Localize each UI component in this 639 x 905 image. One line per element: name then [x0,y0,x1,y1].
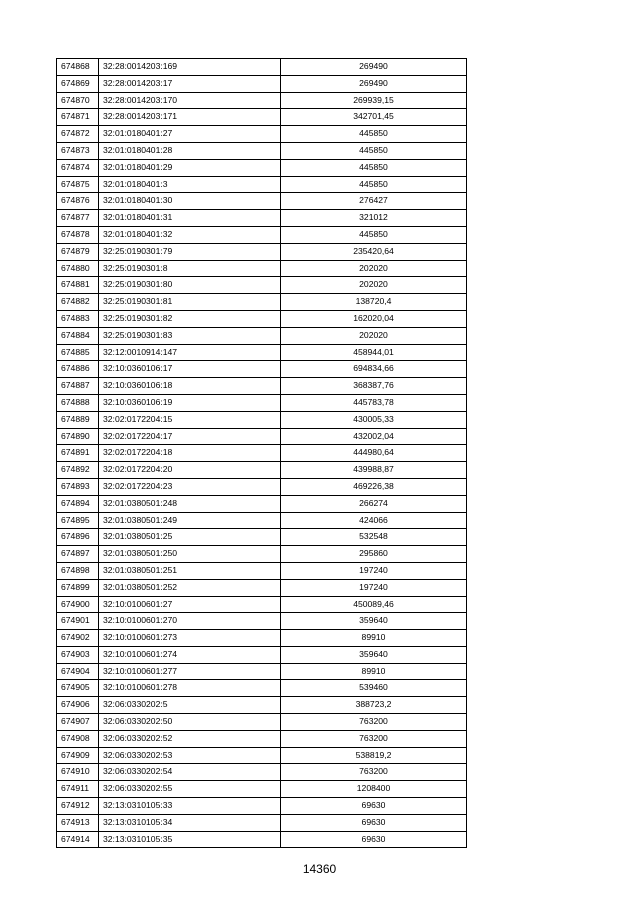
cadastral-number-cell: 32:02:0172204:18 [99,445,281,462]
table-row [57,159,467,176]
cadastral-value-cell: 202020 [281,260,467,277]
table-row [57,344,467,361]
cadastral-value-cell: 342701,45 [281,109,467,126]
cadastral-number-cell: 32:01:0180401:31 [99,210,281,227]
table-row [57,378,467,395]
cadastral-value-cell: 89910 [281,630,467,647]
table-row [57,176,467,193]
table-row [57,294,467,311]
cadastral-value-cell: 276427 [281,193,467,210]
table-row [57,226,467,243]
row-id-cell: 674870 [57,92,99,109]
cadastral-number-cell: 32:01:0180401:28 [99,142,281,159]
cadastral-value-cell: 162020,04 [281,310,467,327]
table-row [57,646,467,663]
row-id-cell: 674891 [57,445,99,462]
row-id-cell: 674902 [57,630,99,647]
table-row [57,142,467,159]
cadastral-value-cell: 763200 [281,730,467,747]
cadastral-value-cell: 197240 [281,562,467,579]
table-row [57,680,467,697]
row-id-cell: 674876 [57,193,99,210]
cadastral-number-cell: 32:02:0172204:17 [99,428,281,445]
cadastral-value-cell: 432002,04 [281,428,467,445]
cadastral-value-cell: 197240 [281,579,467,596]
cadastral-number-cell: 32:06:0330202:53 [99,747,281,764]
table-row [57,75,467,92]
table-row [57,764,467,781]
row-id-cell: 674905 [57,680,99,697]
cadastral-value-cell: 266274 [281,495,467,512]
row-id-cell: 674868 [57,59,99,76]
table-row [57,512,467,529]
row-id-cell: 674890 [57,428,99,445]
cadastral-number-cell: 32:13:0310105:34 [99,814,281,831]
row-id-cell: 674904 [57,663,99,680]
cadastral-value-cell: 424066 [281,512,467,529]
cadastral-value-cell: 694834,66 [281,361,467,378]
table-row [57,310,467,327]
row-id-cell: 674879 [57,243,99,260]
table-row [57,411,467,428]
cadastral-value-cell: 89910 [281,663,467,680]
cadastral-number-cell: 32:01:0380501:25 [99,529,281,546]
table-row [57,394,467,411]
cadastral-number-cell: 32:01:0180401:27 [99,126,281,143]
row-id-cell: 674871 [57,109,99,126]
cadastral-value-cell: 295860 [281,546,467,563]
cadastral-value-cell: 321012 [281,210,467,227]
cadastral-value-cell: 539460 [281,680,467,697]
table-body [57,59,467,848]
cadastral-number-cell: 32:01:0180401:32 [99,226,281,243]
cadastral-value-cell: 439988,87 [281,462,467,479]
cadastral-number-cell: 32:25:0190301:83 [99,327,281,344]
row-id-cell: 674909 [57,747,99,764]
table-row [57,361,467,378]
cadastral-number-cell: 32:10:0100601:27 [99,596,281,613]
cadastral-value-cell: 69630 [281,814,467,831]
cadastral-value-cell: 359640 [281,646,467,663]
table-row [57,445,467,462]
cadastral-number-cell: 32:10:0360106:17 [99,361,281,378]
cadastral-number-cell: 32:28:0014203:169 [99,59,281,76]
cadastral-value-cell: 445783,78 [281,394,467,411]
row-id-cell: 674881 [57,277,99,294]
cadastral-number-cell: 32:13:0310105:33 [99,798,281,815]
cadastral-number-cell: 32:01:0180401:3 [99,176,281,193]
table-row [57,596,467,613]
table-row [57,277,467,294]
table-row [57,210,467,227]
table-row [57,697,467,714]
table-row [57,327,467,344]
row-id-cell: 674884 [57,327,99,344]
table-row [57,798,467,815]
cadastral-number-cell: 32:12:0010914:147 [99,344,281,361]
row-id-cell: 674875 [57,176,99,193]
cadastral-value-cell: 235420,64 [281,243,467,260]
cadastral-number-cell: 32:10:0360106:18 [99,378,281,395]
cadastral-value-cell: 458944,01 [281,344,467,361]
row-id-cell: 674883 [57,310,99,327]
table-row [57,92,467,109]
cadastral-value-cell: 445850 [281,159,467,176]
row-id-cell: 674896 [57,529,99,546]
cadastral-number-cell: 32:10:0100601:277 [99,663,281,680]
table-row [57,630,467,647]
row-id-cell: 674908 [57,730,99,747]
table-row [57,428,467,445]
cadastral-number-cell: 32:25:0190301:82 [99,310,281,327]
cadastral-number-cell: 32:25:0190301:8 [99,260,281,277]
cadastral-number-cell: 32:01:0380501:251 [99,562,281,579]
cadastral-number-cell: 32:01:0180401:29 [99,159,281,176]
row-id-cell: 674885 [57,344,99,361]
cadastral-number-cell: 32:06:0330202:52 [99,730,281,747]
row-id-cell: 674889 [57,411,99,428]
cadastral-value-cell: 1208400 [281,781,467,798]
cadastral-number-cell: 32:10:0100601:274 [99,646,281,663]
row-id-cell: 674914 [57,831,99,848]
table-row [57,193,467,210]
table-row [57,831,467,848]
cadastral-number-cell: 32:25:0190301:81 [99,294,281,311]
cadastral-number-cell: 32:28:0014203:17 [99,75,281,92]
cadastral-number-cell: 32:10:0360106:19 [99,394,281,411]
row-id-cell: 674886 [57,361,99,378]
cadastral-number-cell: 32:25:0190301:79 [99,243,281,260]
cadastral-value-cell: 69630 [281,798,467,815]
cadastral-number-cell: 32:01:0380501:248 [99,495,281,512]
row-id-cell: 674893 [57,478,99,495]
row-id-cell: 674894 [57,495,99,512]
cadastral-value-cell: 538819,2 [281,747,467,764]
row-id-cell: 674897 [57,546,99,563]
row-id-cell: 674913 [57,814,99,831]
row-id-cell: 674887 [57,378,99,395]
cadastral-number-cell: 32:28:0014203:171 [99,109,281,126]
row-id-cell: 674898 [57,562,99,579]
cadastral-value-cell: 445850 [281,176,467,193]
row-id-cell: 674901 [57,613,99,630]
cadastral-value-cell: 138720,4 [281,294,467,311]
table-row [57,562,467,579]
table-row [57,59,467,76]
cadastral-value-cell: 445850 [281,126,467,143]
table-row [57,714,467,731]
cadastral-value-cell: 368387,76 [281,378,467,395]
cadastral-value-cell: 445850 [281,226,467,243]
cadastral-value-cell: 430005,33 [281,411,467,428]
row-id-cell: 674907 [57,714,99,731]
table-row [57,260,467,277]
cadastral-value-cell: 763200 [281,764,467,781]
table-row [57,730,467,747]
table-row [57,663,467,680]
row-id-cell: 674903 [57,646,99,663]
cadastral-number-cell: 32:01:0380501:249 [99,512,281,529]
row-id-cell: 674911 [57,781,99,798]
cadastral-value-cell: 444980,64 [281,445,467,462]
cadastral-value-cell: 450089,46 [281,596,467,613]
table-row [57,109,467,126]
cadastral-value-cell: 269490 [281,59,467,76]
cadastral-value-cell: 269939,15 [281,92,467,109]
table-row [57,243,467,260]
cadastral-number-cell: 32:01:0180401:30 [99,193,281,210]
row-id-cell: 674912 [57,798,99,815]
row-id-cell: 674899 [57,579,99,596]
cadastral-number-cell: 32:06:0330202:5 [99,697,281,714]
cadastral-value-cell: 359640 [281,613,467,630]
table-row [57,747,467,764]
row-id-cell: 674877 [57,210,99,227]
row-id-cell: 674900 [57,596,99,613]
cadastral-value-cell: 532548 [281,529,467,546]
row-id-cell: 674910 [57,764,99,781]
cadastral-number-cell: 32:06:0330202:55 [99,781,281,798]
row-id-cell: 674869 [57,75,99,92]
row-id-cell: 674872 [57,126,99,143]
table-row [57,814,467,831]
cadastral-number-cell: 32:10:0100601:278 [99,680,281,697]
cadastral-number-cell: 32:10:0100601:273 [99,630,281,647]
row-id-cell: 674906 [57,697,99,714]
cadastral-number-cell: 32:10:0100601:270 [99,613,281,630]
page-number: 14360 [302,862,337,876]
cadastral-value-cell: 69630 [281,831,467,848]
table-row [57,478,467,495]
row-id-cell: 674873 [57,142,99,159]
cadastral-value-cell: 388723,2 [281,697,467,714]
row-id-cell: 674892 [57,462,99,479]
table-row [57,546,467,563]
row-id-cell: 674874 [57,159,99,176]
cadastral-value-cell: 202020 [281,327,467,344]
cadastral-number-cell: 32:02:0172204:23 [99,478,281,495]
table-row [57,781,467,798]
row-id-cell: 674880 [57,260,99,277]
table-row [57,126,467,143]
row-id-cell: 674882 [57,294,99,311]
row-id-cell: 674895 [57,512,99,529]
cadastral-value-cell: 763200 [281,714,467,731]
cadastral-number-cell: 32:01:0380501:250 [99,546,281,563]
row-id-cell: 674888 [57,394,99,411]
row-id-cell: 674878 [57,226,99,243]
cadastral-value-cell: 269490 [281,75,467,92]
cadastral-number-cell: 32:06:0330202:54 [99,764,281,781]
cadastral-value-cell: 445850 [281,142,467,159]
cadastral-number-cell: 32:28:0014203:170 [99,92,281,109]
table-row [57,529,467,546]
cadastral-number-cell: 32:06:0330202:50 [99,714,281,731]
cadastral-number-cell: 32:01:0380501:252 [99,579,281,596]
table-row [57,462,467,479]
cadastral-value-cell: 202020 [281,277,467,294]
cadastral-value-table [56,58,467,848]
table-row [57,613,467,630]
table-row [57,579,467,596]
cadastral-number-cell: 32:13:0310105:35 [99,831,281,848]
cadastral-number-cell: 32:02:0172204:15 [99,411,281,428]
cadastral-value-cell: 469226,38 [281,478,467,495]
cadastral-number-cell: 32:25:0190301:80 [99,277,281,294]
table-row [57,495,467,512]
cadastral-number-cell: 32:02:0172204:20 [99,462,281,479]
